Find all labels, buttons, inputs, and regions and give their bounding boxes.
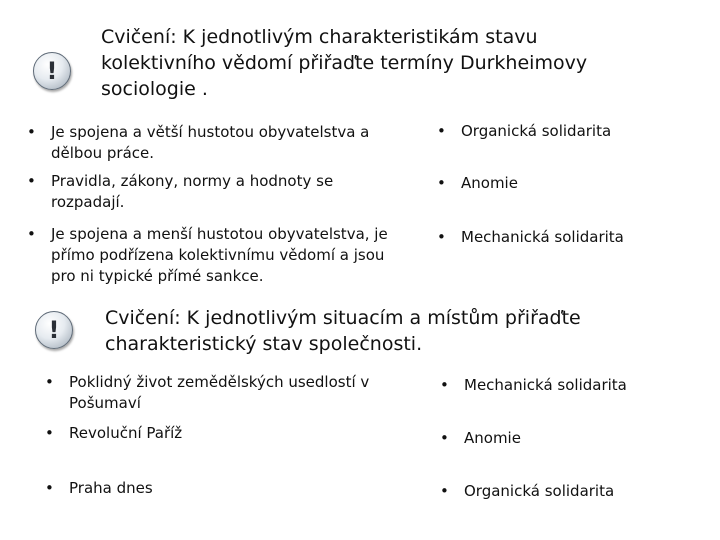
exercise-1-right-item-3: • Mechanická solidarita [437,228,624,246]
exercise-2-left-item-1: • Poklidný život zemědělských usedlostí v Pošumaví [45,373,370,412]
exercise-2-right-item-3: • Organická solidarita [440,482,615,500]
exercise-2-left-item-3: • Praha dnes [45,479,153,497]
exclamation-glyph: ! [46,57,58,85]
exercise-2-title: Cvičení: K jednotlivým situacím a místům přiřaďte charakteristický stav společnosti. [105,307,581,355]
exercise-2-right-item-2: • Anomie [440,429,521,447]
exclamation-glyph: ! [48,316,60,344]
exercise-1-right-item-1: • Organická solidarita [437,122,612,140]
exercise-1-left-item-3: • Je spojena a menší hustotou obyvatelstva, je přímo podřízena kolektivnímu vědomí a jsou pro ni typické přímé sankce. [27,225,388,285]
exercise-1-left-item-1: • Je spojena a větší hustotou obyvatelstva a dělbou práce. [27,123,370,162]
warning-icon [35,311,73,349]
exercise-2-left-item-2: • Revoluční Paříž [45,424,183,442]
warning-icon [33,52,71,90]
exercise-1-right-item-2: • Anomie [437,174,518,192]
exercise-1-title: Cvičení: K jednotlivým charakteristikám stavu kolektivního vědomí přiřaďte termíny Durkheimovy sociologie . [101,26,588,100]
exercise-2-right-item-1: • Mechanická solidarita [440,376,627,394]
exercise-1-left-item-2: • Pravidla, zákony, normy a hodnoty se rozpadají. [27,172,334,211]
